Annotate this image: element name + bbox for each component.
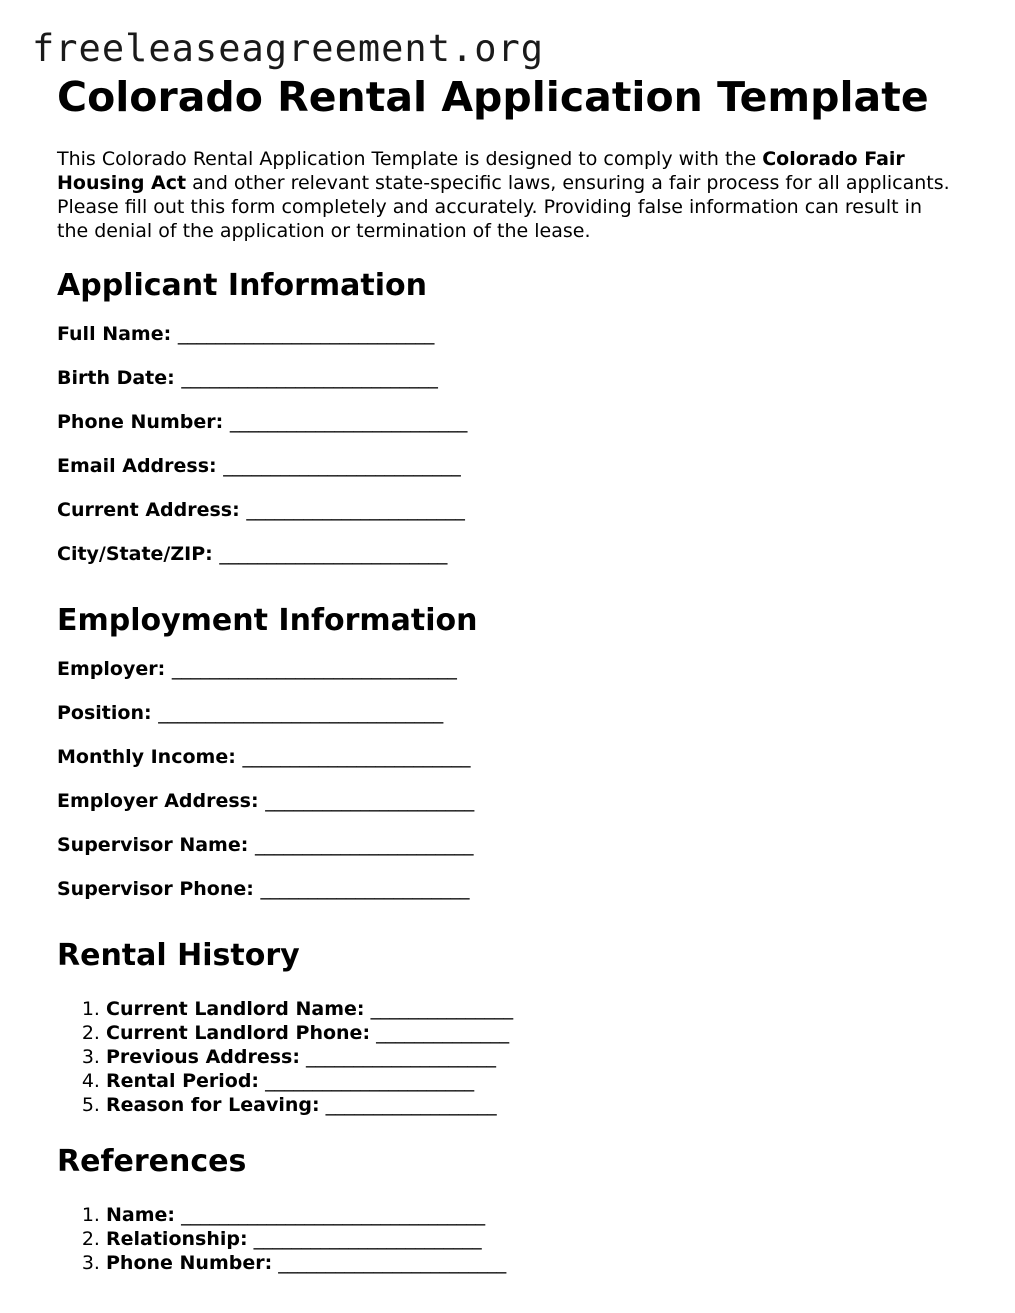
intro-paragraph [57, 147, 952, 243]
supervisor-name-field [57, 833, 957, 877]
field-label: Full Name: [57, 323, 172, 346]
fill-in-line[interactable]: ______________________ [260, 878, 470, 901]
fill-in-line[interactable]: _______________________ [246, 499, 465, 522]
intro-text-2: and other relevant state-specific laws, ensuring a fair process for all applicants. Please fill out this form completely and accurately. Providing false information can result in the denial of the application or termination of the lease. [57, 172, 950, 243]
employment-heading: Employment Information [57, 603, 478, 639]
fill-in-line[interactable]: ______________________________ [171, 658, 457, 681]
field-label: Position: [57, 702, 152, 725]
employer-address-field [57, 789, 957, 833]
fill-in-line[interactable]: ____________________ [306, 1046, 497, 1069]
list-item [106, 1093, 957, 1117]
list-item [106, 1021, 957, 1045]
employment-fields [57, 657, 957, 921]
fill-in-line[interactable]: _________________________ [223, 455, 461, 478]
current-address-field [57, 498, 957, 542]
fill-in-line[interactable]: _________________________ [229, 411, 468, 434]
field-label: Supervisor Phone: [57, 878, 254, 901]
fill-in-line[interactable]: ___________________________ [177, 323, 435, 346]
list-item [106, 1227, 957, 1251]
fill-in-line[interactable]: ________________________________ [181, 1204, 486, 1227]
fill-in-line[interactable]: ______________________ [265, 790, 475, 813]
fill-in-line[interactable]: ______________________________ [158, 702, 444, 725]
rental-history-list [57, 997, 957, 1117]
item-label: Phone Number: [106, 1252, 273, 1275]
full-name-field [57, 322, 957, 366]
field-label: Supervisor Name: [57, 834, 249, 857]
field-label: City/State/ZIP: [57, 543, 213, 566]
field-label: Monthly Income: [57, 746, 236, 769]
fill-in-line[interactable]: __________________ [325, 1094, 497, 1117]
list-item [106, 1251, 957, 1275]
employer-field [57, 657, 957, 701]
page-title: Colorado Rental Application Template [57, 73, 929, 121]
field-label: Employer Address: [57, 790, 259, 813]
phone-number-field [57, 410, 957, 454]
field-label: Employer: [57, 658, 166, 681]
city-state-zip-field [57, 542, 957, 586]
fill-in-line[interactable]: ________________________ [253, 1228, 482, 1251]
field-label: Birth Date: [57, 367, 175, 390]
item-label: Previous Address: [106, 1046, 300, 1069]
site-watermark: freeleaseagreement.org [32, 27, 545, 70]
references-list [57, 1203, 957, 1275]
monthly-income-field [57, 745, 957, 789]
fill-in-line[interactable]: ______________________ [265, 1070, 475, 1093]
item-label: Current Landlord Name: [106, 998, 365, 1021]
intro-act-name: Colorado Fair Housing Act [57, 148, 905, 195]
birth-date-field [57, 366, 957, 410]
field-label: Email Address: [57, 455, 217, 478]
applicant-fields [57, 322, 957, 586]
supervisor-phone-field [57, 877, 957, 921]
item-label: Name: [106, 1204, 176, 1227]
applicant-heading: Applicant Information [57, 268, 427, 304]
email-address-field [57, 454, 957, 498]
intro-text-1: This Colorado Rental Application Template is designed to comply with the [57, 148, 763, 171]
item-label: Rental Period: [106, 1070, 260, 1093]
field-label: Phone Number: [57, 411, 224, 434]
fill-in-line[interactable]: ________________________ [219, 543, 448, 566]
fill-in-line[interactable]: _______________ [370, 998, 514, 1021]
fill-in-line[interactable]: ___________________________ [181, 367, 438, 390]
list-item [106, 997, 957, 1021]
references-heading: References [57, 1144, 247, 1180]
item-label: Relationship: [106, 1228, 248, 1251]
fill-in-line[interactable]: ______________ [376, 1022, 510, 1045]
list-item [106, 1203, 957, 1227]
position-field [57, 701, 957, 745]
fill-in-line[interactable]: _______________________ [254, 834, 474, 857]
item-label: Reason for Leaving: [106, 1094, 320, 1117]
list-item [106, 1069, 957, 1093]
field-label: Current Address: [57, 499, 240, 522]
fill-in-line[interactable]: ________________________ [278, 1252, 507, 1275]
list-item [106, 1045, 957, 1069]
rental-history-heading: Rental History [57, 938, 300, 974]
document-page [57, 74, 957, 1275]
fill-in-line[interactable]: ________________________ [242, 746, 471, 769]
item-label: Current Landlord Phone: [106, 1022, 371, 1045]
